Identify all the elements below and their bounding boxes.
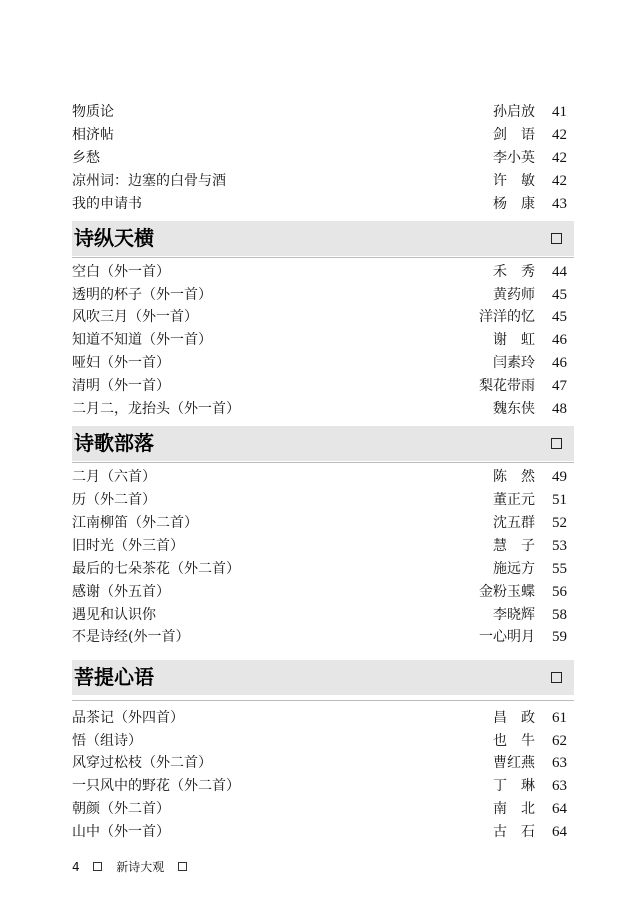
- entry-author: 曹红燕: [493, 755, 535, 771]
- entry-page: 59: [552, 629, 567, 645]
- entry-author: 谢 虹: [493, 332, 535, 348]
- square-icon: [551, 438, 562, 449]
- toc-entry: [72, 193, 567, 215]
- entry-title: 风穿过松枝（外二首）: [72, 755, 212, 771]
- entry-author: 一心明月: [479, 629, 535, 645]
- entry-author: 慧 子: [493, 538, 535, 554]
- entry-page: 42: [552, 150, 567, 166]
- entry-author: 黄药师: [493, 287, 535, 303]
- section-divider: [72, 700, 574, 701]
- entry-title: 最后的七朵茶花（外二首）: [72, 561, 240, 577]
- entry-title: 品茶记（外四首）: [72, 710, 184, 726]
- toc-entry: [72, 730, 567, 752]
- entry-page: 45: [552, 309, 567, 325]
- entry-title: 空白（外一首）: [72, 264, 170, 280]
- entry-title: 悟（组诗）: [72, 733, 142, 749]
- entry-author: 梨花带雨: [479, 378, 535, 394]
- section-title: 菩提心语: [74, 665, 154, 689]
- toc-entry: [72, 375, 567, 397]
- entry-page: 64: [552, 824, 567, 840]
- square-icon: [551, 672, 562, 683]
- entry-author: 沈五群: [493, 515, 535, 531]
- entry-author: 闫素玲: [493, 355, 535, 371]
- entry-page: 63: [552, 778, 567, 794]
- entry-title: 不是诗经(外一首）: [72, 629, 190, 645]
- toc-entry: [72, 147, 567, 169]
- toc-entry: [72, 581, 567, 603]
- toc-entry: [72, 626, 567, 648]
- entry-author: 施远方: [493, 561, 535, 577]
- entry-author: 南 北: [493, 801, 535, 817]
- section-header: [72, 426, 574, 461]
- entry-page: 41: [552, 104, 567, 120]
- entry-author: 古 石: [493, 824, 535, 840]
- toc-entry: [72, 752, 567, 774]
- toc-entry: [72, 489, 567, 511]
- entry-title: 二月（六首）: [72, 469, 156, 485]
- entry-title: 朝颜（外二首）: [72, 801, 170, 817]
- entry-page: 61: [552, 710, 567, 726]
- toc-entry: [72, 261, 567, 283]
- toc-entry: [72, 821, 567, 843]
- entry-title: 遇见和认识你: [72, 607, 156, 623]
- entry-page: 58: [552, 607, 567, 623]
- entry-author: 也 牛: [493, 733, 535, 749]
- entry-author: 洋洋的忆: [479, 309, 535, 325]
- entry-title: 乡愁: [72, 150, 100, 166]
- entry-title: 一只风中的野花（外二首）: [72, 778, 240, 794]
- entry-page: 44: [552, 264, 567, 280]
- toc-entry: [72, 306, 567, 328]
- entry-page: 43: [552, 196, 567, 212]
- square-icon: [93, 862, 102, 871]
- entry-page: 46: [552, 355, 567, 371]
- entry-author: 董正元: [493, 492, 535, 508]
- toc-entry: [72, 284, 567, 306]
- entry-title: 感谢（外五首）: [72, 584, 170, 600]
- entry-page: 46: [552, 332, 567, 348]
- entry-title: 旧时光（外三首）: [72, 538, 184, 554]
- footer-page-number: 4: [72, 859, 80, 874]
- toc-entry: [72, 512, 567, 534]
- entry-title: 相济帖: [72, 127, 114, 143]
- entry-page: 53: [552, 538, 567, 554]
- page-footer: [72, 857, 197, 875]
- entry-author: 昌 政: [493, 710, 535, 726]
- entry-title: 风吹三月（外一首）: [72, 309, 198, 325]
- toc-entry: [72, 604, 567, 626]
- entry-title: 哑妇（外一首）: [72, 355, 170, 371]
- section-header: [72, 221, 574, 256]
- entry-page: 42: [552, 173, 567, 189]
- toc-entry: [72, 101, 567, 123]
- toc-entry: [72, 329, 567, 351]
- toc-entry: [72, 535, 567, 557]
- toc-entry: [72, 170, 567, 192]
- section-divider: [72, 462, 574, 463]
- entry-author: 剑 语: [493, 127, 535, 143]
- entry-title: 历（外二首）: [72, 492, 156, 508]
- toc-entry: [72, 466, 567, 488]
- toc-entry: [72, 558, 567, 580]
- toc-entry: [72, 398, 567, 420]
- square-icon: [551, 233, 562, 244]
- entry-title: 江南柳笛（外二首）: [72, 515, 198, 531]
- entry-title: 二月二，龙抬头（外一首）: [72, 401, 240, 417]
- toc-entry: [72, 352, 567, 374]
- entry-author: 陈 然: [493, 469, 535, 485]
- entry-page: 47: [552, 378, 567, 394]
- entry-page: 49: [552, 469, 567, 485]
- entry-author: 魏东侠: [493, 401, 535, 417]
- entry-page: 52: [552, 515, 567, 531]
- entry-page: 64: [552, 801, 567, 817]
- entry-title: 透明的杯子（外一首）: [72, 287, 212, 303]
- entry-author: 丁 琳: [493, 778, 535, 794]
- toc-entry: [72, 707, 567, 729]
- entry-title: 我的申请书: [72, 196, 142, 212]
- entry-page: 56: [552, 584, 567, 600]
- toc-entry: [72, 775, 567, 797]
- entry-title: 知道不知道（外一首）: [72, 332, 212, 348]
- entry-page: 45: [552, 287, 567, 303]
- entry-page: 63: [552, 755, 567, 771]
- square-icon: [178, 862, 187, 871]
- entry-page: 48: [552, 401, 567, 417]
- section-header: [72, 660, 574, 695]
- entry-author: 孙启放: [493, 104, 535, 120]
- entry-page: 51: [552, 492, 567, 508]
- section-divider: [72, 257, 574, 258]
- entry-title: 山中（外一首）: [72, 824, 170, 840]
- entry-author: 杨 康: [493, 196, 535, 212]
- toc-entry: [72, 124, 567, 146]
- entry-author: 许 敏: [493, 173, 535, 189]
- entry-title: 凉州词：边塞的白骨与酒: [72, 173, 226, 189]
- footer-magazine-title: 新诗大观: [116, 859, 165, 874]
- entry-page: 55: [552, 561, 567, 577]
- entry-page: 42: [552, 127, 567, 143]
- section-title: 诗纵天横: [74, 226, 154, 250]
- entry-author: 李小英: [493, 150, 535, 166]
- section-title: 诗歌部落: [74, 431, 154, 455]
- toc-entry: [72, 798, 567, 820]
- entry-title: 清明（外一首）: [72, 378, 170, 394]
- entry-author: 金粉玉蝶: [479, 584, 535, 600]
- entry-author: 禾 秀: [493, 264, 535, 280]
- entry-title: 物质论: [72, 104, 114, 120]
- entry-page: 62: [552, 733, 567, 749]
- entry-author: 李晓辉: [493, 607, 535, 623]
